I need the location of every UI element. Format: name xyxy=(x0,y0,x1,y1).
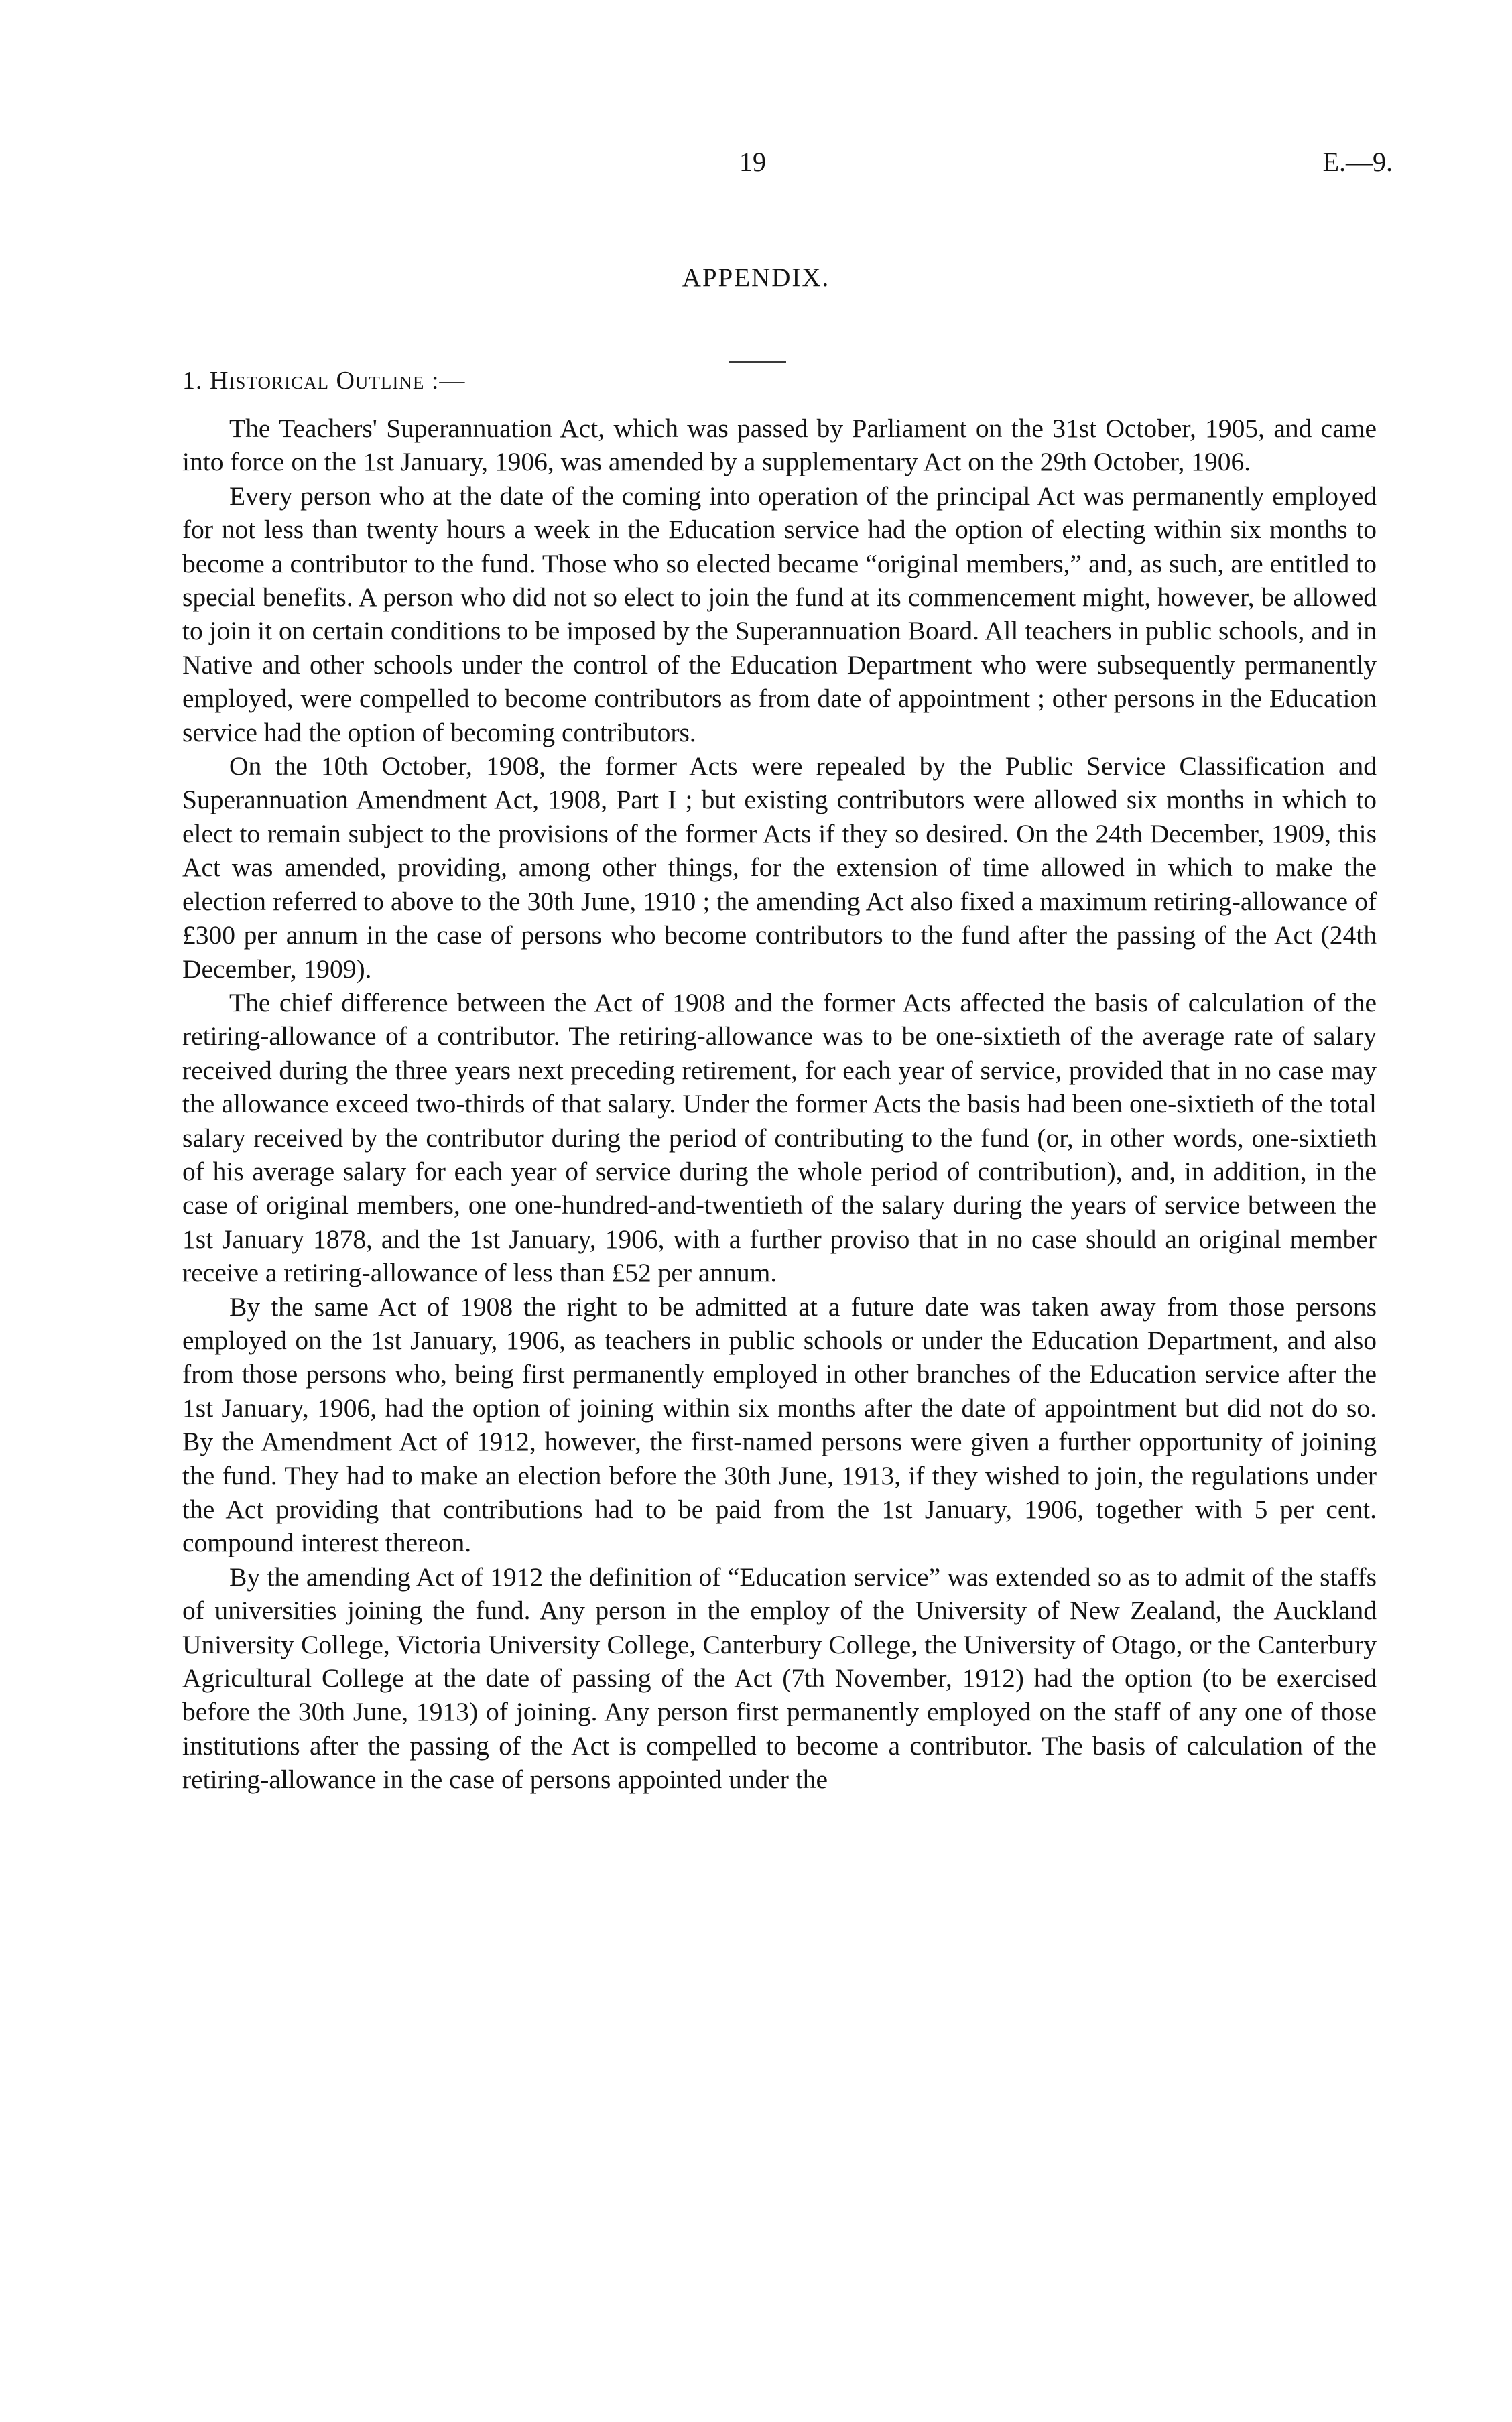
paragraph-2: Every person who at the date of the coming into operation of the principal Act was permanently employed for not less than twenty hours a week in the Education service had the option of electing within six months to become a contributor to the fund. Those who so elected became “original members,” and, as such, are entitled to special benefits. A person who did not so elect to join the fund at its commencement might, however, be allowed to join it on certain conditions to be imposed by the Superannuation Board. All teachers in public schools, and in Native and other schools under the control of the Education Department who were subsequently permanently employed, were compelled to become contributors as from date of appointment ; other persons in the Education service had the option of becoming contributors. xyxy=(182,481,1377,747)
paragraph-5: By the same Act of 1908 the right to be admitted at a future date was taken away from those persons employed on the 1st January, 1906, as teachers in public schools or under the Education Department, and also from those persons who, being first permanently employed in other branches of the Education service after the 1st January, 1906, had the option of joining within six months after the date of appointment but did not do so. By the Amendment Act of 1912, however, the first-named persons were given a further opportunity of joining the fund. They had to make an election before the 30th June, 1913, if they wished to join, the regulations under the Act providing that contributions had to be paid from the 1st January, 1906, together with 5 per cent. compound interest thereon. xyxy=(182,1291,1377,1558)
section-heading: 1. Historical Outline :— xyxy=(182,367,466,395)
body-text xyxy=(182,411,1377,1797)
page-title: APPENDIX. xyxy=(682,263,830,292)
paragraph-6: By the amending Act of 1912 the definition of “Education service” was extended so as to admit of the staffs of universities joining the fund. Any person in the employ of the University of New Zealand, the Auckland University College, Victoria University College, Canterbury College, the University of Otago, or the Canterbury Agricultural College at the date of passing of the Act (7th November, 1912) had the option (to be exercised before the 30th June, 1913) of joining. Any person first permanently employed on the staff of any one of those institutions after the passing of the Act is compelled to become a contributor. The basis of calculation of the retiring-allowance in the case of persons appointed under the xyxy=(182,1561,1377,1795)
report-code: E.—9. xyxy=(1322,147,1393,177)
paragraph-1: The Teachers' Superannuation Act, which was passed by Parliament on the 31st October, 1905, and came into force on the 1st January, 1906, was amended by a supplementary Act on the 29th October, 1906. xyxy=(182,413,1377,477)
title-divider xyxy=(729,361,786,363)
paragraph-3: On the 10th October, 1908, the former Acts were repealed by the Public Service Classification and Superannuation Amendment Act, 1908, Part I ; but existing contributors were allowed six months in which to elect to remain subject to the provisions of the former Acts if they so desired. On the 24th December, 1909, this Act was amended, providing, among other things, for the extension of time allowed in which to make the election referred to above to the 30th June, 1910 ; the amending Act also fixed a maximum retiring-allowance of £300 per annum in the case of persons who become contributors to the fund after the passing of the Act (24th December, 1909). xyxy=(182,751,1377,984)
page-number: 19 xyxy=(739,147,766,177)
paragraph-4: The chief difference between the Act of 1908 and the former Acts affected the basis of calculation of the retiring-allowance of a contributor. The retiring-allowance was to be one-sixtieth of the average rate of salary received during the three years next preceding retirement, for each year of service, provided that in no case may the allowance exceed two-thirds of that salary. Under the former Acts the basis had been one-sixtieth of the total salary received by the contributor during the period of contributing to the fund (or, in other words, one-sixtieth of his average salary for each year of service during the whole period of contribution), and, in addition, in the case of original members, one one-hundred-and-twentieth of the salary during the years of service between the 1st January 1878, and the 1st January, 1906, with a further proviso that in no case should an original member receive a retiring-allowance of less than £52 per annum. xyxy=(182,987,1377,1288)
